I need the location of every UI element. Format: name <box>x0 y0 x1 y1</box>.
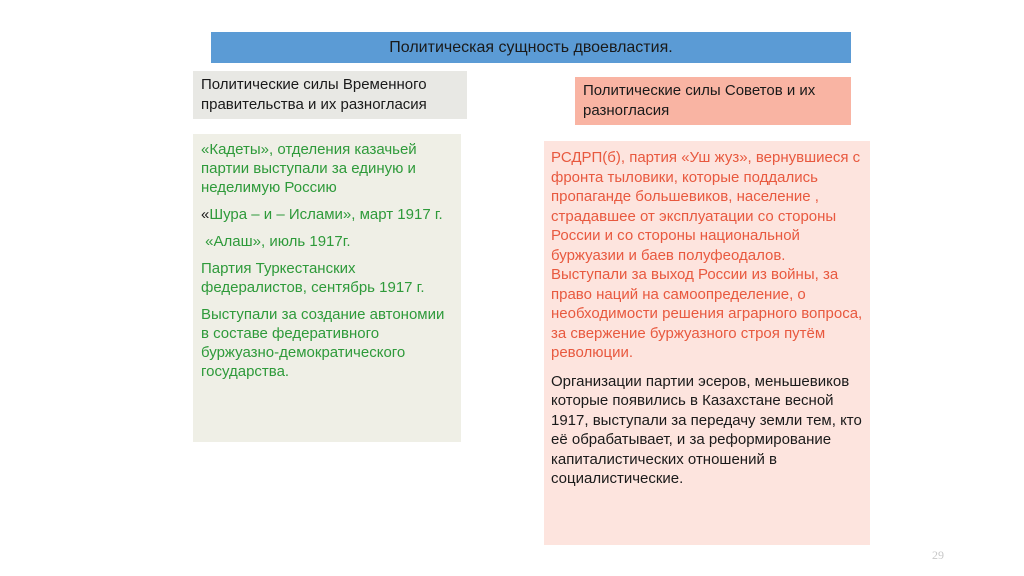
left-column-header-text: Политические силы Временного правительства и их разногласия <box>201 76 427 113</box>
slide-title-text: Политическая сущность двоевластия. <box>389 38 673 56</box>
left-paragraph-alash: «Алаш», июль 1917г. <box>201 233 351 250</box>
left-paragraph-autonomy: Выступали за создание автономии в составе федеративного буржуазно-демократического государства. <box>201 306 445 380</box>
slide-title <box>211 32 851 63</box>
left-paragraph-shura <box>201 205 453 224</box>
right-column-header-text: Политические силы Советов и их разногласия <box>583 82 816 119</box>
left-paragraph-shura-text: Шура – и – Ислами», март 1917 г. <box>209 206 443 223</box>
left-paragraph-turkestan: Партия Туркестанских федералистов, сентябрь 1917 г. <box>201 260 425 296</box>
right-column-header <box>575 77 851 125</box>
right-paragraph-rsdrp: РСДРП(б), партия «Уш жуз», вернувшиеся с фронта тыловики, которые поддались пропаганде большевиков, население , страдавшее от эксплуатации со стороны России и со стороны национальной буржуазии и баев полуфеодалов. Выступали за выход России из войны, за право наций на самоопределение, о необходимости решения аграрного вопроса, за свержение буржуазного строя путём революции. <box>551 149 863 361</box>
left-column-header <box>193 71 467 119</box>
left-paragraph-shura-quote: « <box>201 206 210 223</box>
left-content-panel <box>193 134 461 442</box>
right-content-panel <box>544 141 870 545</box>
right-paragraph-esers: Организации партии эсеров, меньшевиков которые появились в Казахстане весной 1917, выступали за передачу земли тем, кто её обрабатывает, и за реформирование капиталистических отношений в социалистические. <box>551 372 862 487</box>
left-paragraph-cadets: «Кадеты», отделения казачьей партии выступали за единую и неделимую Россию <box>201 141 417 196</box>
page-number: 29 <box>932 548 944 562</box>
